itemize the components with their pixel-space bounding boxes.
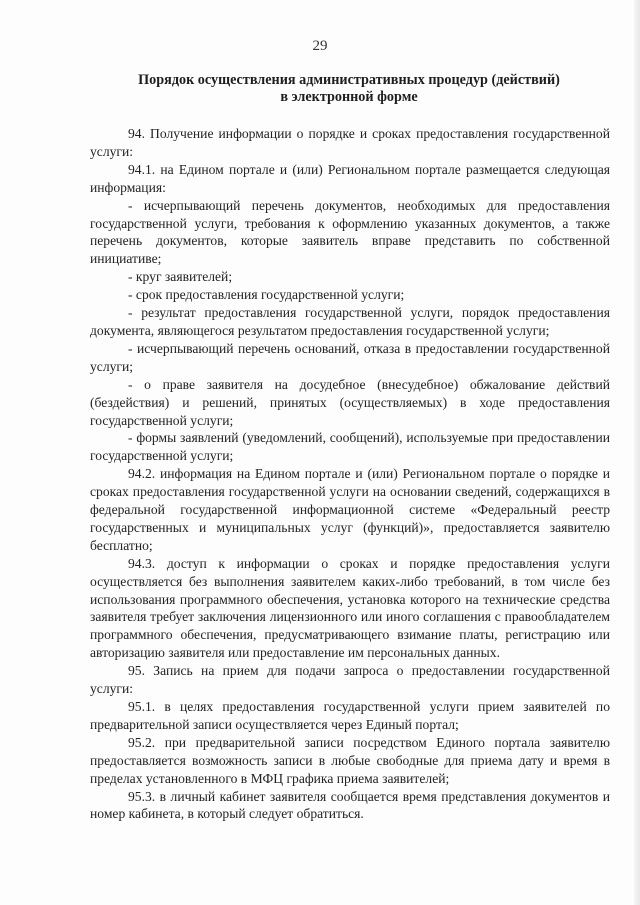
list-item-result: - результат предоставления государственной услуги, порядок предоставления документа, являющегося результатом предоставления государственной услуги; — [90, 305, 610, 338]
paragraph-94-3: 94.3. доступ к информации о сроках и порядке предоставления услуги осуществляется без выполнения заявителем каких-либо требований, в том числе без использования программного обеспечения, установка которого на технические средства заявителя требует заключения лицензионного или иного соглашения с правообладателем программного обеспечения, предусматривающего взимание платы, регистрацию или авторизацию заявителя или предоставление им персональных данных. — [90, 555, 610, 661]
list-item-term: - срок предоставления государственной услуги; — [128, 287, 405, 303]
paragraph-95: 95. Запись на прием для подачи запроса о предоставлении государственной услуги: — [90, 663, 610, 697]
list-item-applicants: - круг заявителей; — [128, 269, 233, 285]
paragraph-94: 94. Получение информации о порядке и сроках предоставления государственной услуги: — [90, 126, 610, 159]
paragraph-95-3: 95.3. в личный кабинет заявителя сообщается время представления документов и номер кабинета, в который следует обратиться. — [90, 788, 610, 822]
document-body — [90, 125, 610, 823]
list-item-forms: - формы заявлений (уведомлений, сообщений), используемые при предоставлении государственной услуги; — [90, 430, 610, 464]
list-item-appeal-right: - о праве заявителя на досудебное (внесудебное) обжалование действий (бездействия) и решений, принятых (осуществляемых) в ходе предоставления государственной услуги; — [90, 376, 610, 428]
paragraph-95-1: 95.1. в целях предоставления государственной услуги прием заявителей по предварительной записи осуществляется через Единый портал; — [90, 699, 610, 732]
section-heading-line-2: в электронной форме — [280, 89, 418, 105]
section-heading — [88, 72, 610, 106]
scan-edge-shadow — [634, 0, 640, 905]
list-item-documents: - исчерпывающий перечень документов, необходимых для предоставления государственной услуги, требования к оформлению указанных документов, а также перечень документов, которые заявитель вправе представить по собственной инициативе; — [90, 197, 610, 267]
paragraph-95-2: 95.2. при предварительной записи посредством Единого портала заявителю предоставляется возможность записи в любые свободные для приема дату и время в пределах установленного в МФЦ графика приема заявителей; — [90, 734, 610, 786]
page-number: 29 — [312, 38, 328, 54]
section-heading-line-1: Порядок осуществления административных процедур (действий) — [138, 72, 560, 88]
paragraph-94-2: 94.2. информация на Едином портале и (или) Региональном портале о порядке и сроках предоставления государственной услуги на основании сведений, содержащихся в федеральной государственной информационной системе «Федеральный реестр государственных и муниципальных услуг (функций)», предоставляется заявителю бесплатно; — [90, 466, 610, 553]
paragraph-94-1: 94.1. на Едином портале и (или) Региональном портале размещается следующая информация: — [90, 161, 610, 195]
list-item-refusal-grounds: - исчерпывающий перечень оснований, отказа в предоставлении государственной услуги; — [90, 340, 610, 374]
